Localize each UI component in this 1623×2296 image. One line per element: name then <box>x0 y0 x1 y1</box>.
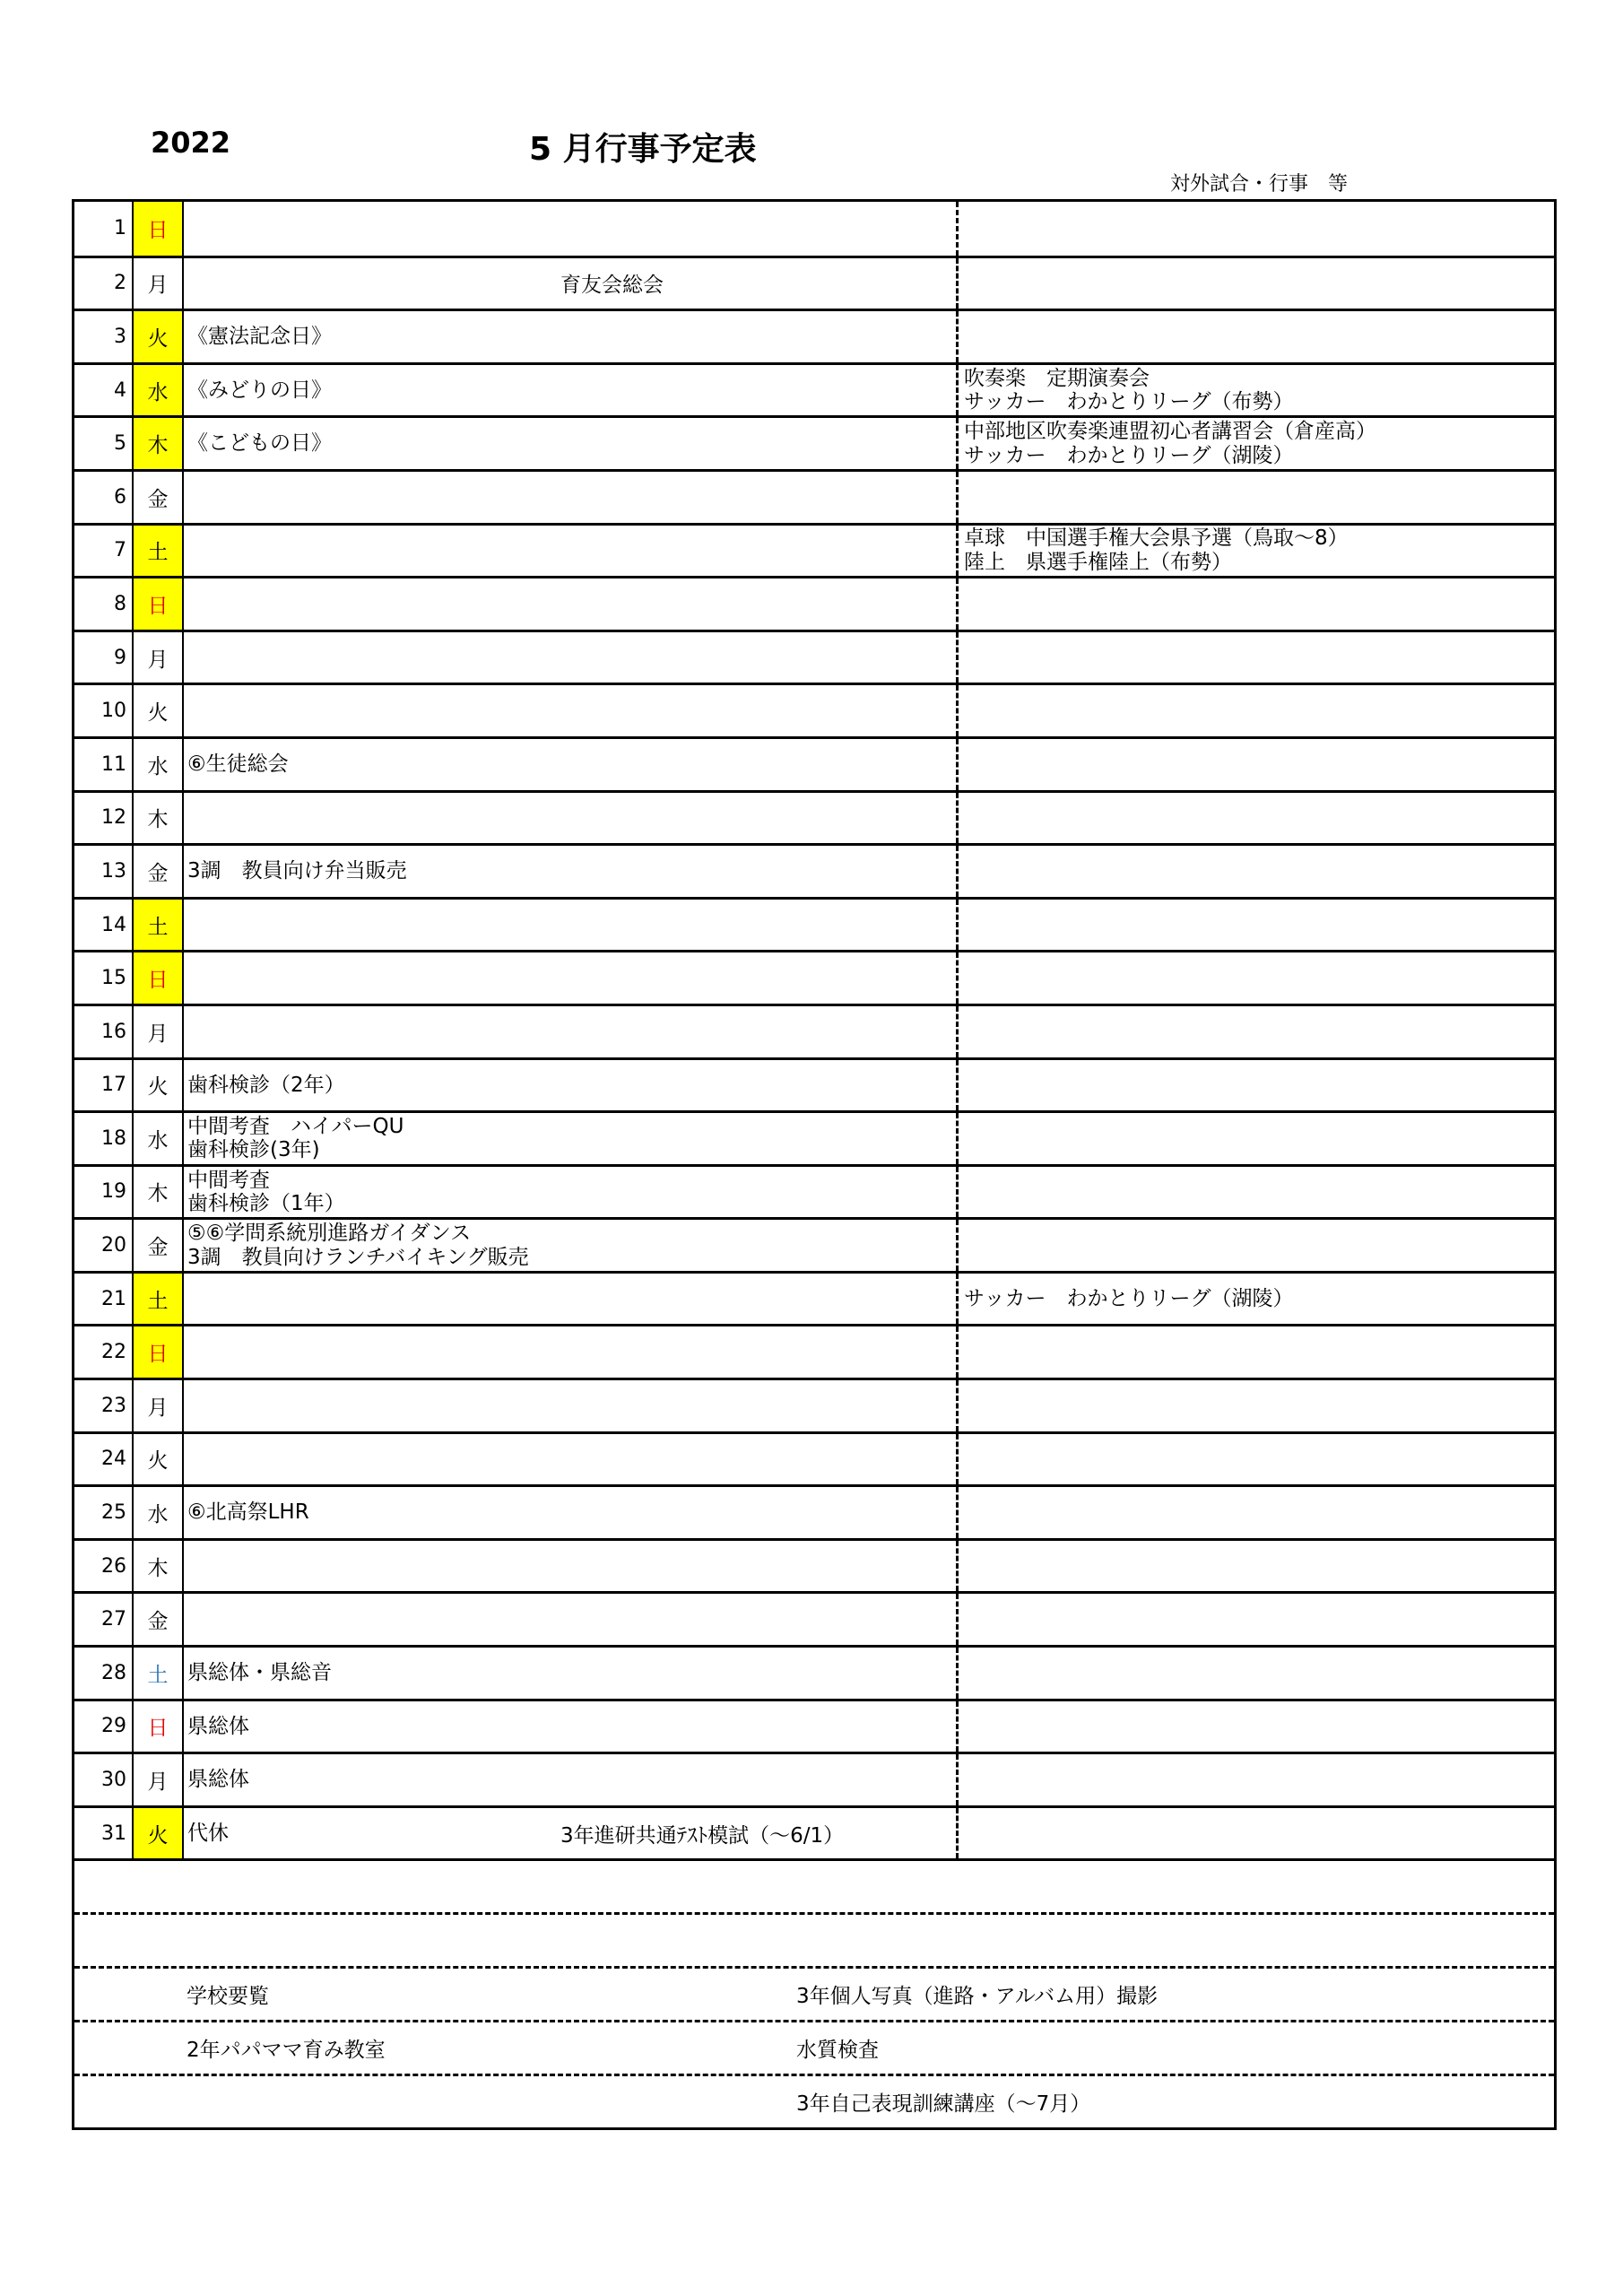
table-row <box>74 1752 1554 1805</box>
day-number: 6 <box>74 472 134 523</box>
weekday: 月 <box>134 258 184 309</box>
external-events-cell <box>959 418 1554 469</box>
weekday: 木 <box>134 1541 184 1592</box>
table-row <box>74 897 1554 951</box>
school-events-cell <box>184 1754 959 1805</box>
external-events-cell <box>959 1274 1554 1325</box>
external-events-cell <box>959 258 1554 309</box>
external-events-cell <box>959 1167 1554 1218</box>
day-number: 31 <box>74 1808 134 1859</box>
external-events-cell <box>959 1541 1554 1592</box>
external-event: 陸上 県選手権陸上（布勢） <box>964 550 1232 574</box>
school-events-cell <box>184 1541 959 1592</box>
weekday: 月 <box>134 1380 184 1431</box>
table-row <box>74 843 1554 897</box>
school-event-line: 《こどもの日》 <box>187 431 332 456</box>
school-event-line: 歯科検診(3年) <box>187 1138 320 1162</box>
school-event <box>187 1167 345 1218</box>
school-event <box>187 365 332 416</box>
school-event-line: ⑥生徒総会 <box>187 752 289 777</box>
day-number: 27 <box>74 1594 134 1645</box>
weekday: 水 <box>134 365 184 416</box>
table-row <box>74 1057 1554 1111</box>
weekday: 日 <box>134 202 184 256</box>
external-events-cell <box>959 1060 1554 1111</box>
school-event-line: ⑤⑥学問系統別進路ガイダンス <box>187 1222 472 1246</box>
school-events-cell <box>184 1060 959 1111</box>
table-row <box>74 576 1554 630</box>
external-event: 中部地区吹奏楽連盟初心者講習会（倉産高） <box>964 420 1376 444</box>
external-event: サッカー わかとりリーグ（湖陵） <box>964 1286 1294 1310</box>
school-events-cell <box>184 1380 959 1431</box>
day-number: 20 <box>74 1220 134 1271</box>
weekday: 土 <box>134 1274 184 1325</box>
table-row <box>74 950 1554 1004</box>
external-events-cell <box>959 311 1554 362</box>
school-event-line: 3調 教員向け弁当販売 <box>187 859 407 883</box>
external-events-cell <box>959 578 1554 630</box>
school-event <box>187 846 407 897</box>
day-number: 10 <box>74 685 134 736</box>
school-event-line: 県総体 <box>187 1714 249 1738</box>
external-events-cell <box>959 526 1554 577</box>
external-events-cell <box>959 1006 1554 1057</box>
weekday: 火 <box>134 1060 184 1111</box>
table-row <box>74 202 1554 256</box>
day-number: 17 <box>74 1060 134 1111</box>
external-events-cell <box>959 685 1554 736</box>
school-event-line: 歯科検診（1年） <box>187 1191 345 1215</box>
external-event: サッカー わかとりリーグ（布勢） <box>964 390 1294 414</box>
weekday: 土 <box>134 1648 184 1699</box>
table-row <box>74 1431 1554 1485</box>
day-number: 23 <box>74 1380 134 1431</box>
notes-row <box>74 1858 1554 1912</box>
weekday: 金 <box>134 472 184 523</box>
school-event-line: ⑥北高祭LHR <box>187 1500 309 1525</box>
table-row <box>74 1271 1554 1325</box>
school-event-line: 県総体 <box>187 1768 249 1792</box>
day-number: 4 <box>74 365 134 416</box>
day-number: 8 <box>74 578 134 630</box>
day-number: 30 <box>74 1754 134 1805</box>
day-number: 21 <box>74 1274 134 1325</box>
external-events-cell <box>959 900 1554 951</box>
school-events-cell <box>184 1594 959 1645</box>
school-events-cell <box>184 739 959 790</box>
weekday: 月 <box>134 632 184 683</box>
school-event-line: 県総体・県総音 <box>187 1661 332 1685</box>
weekday: 金 <box>134 846 184 897</box>
external-events-cell <box>959 1594 1554 1645</box>
weekday: 月 <box>134 1006 184 1057</box>
day-number: 7 <box>74 526 134 577</box>
school-events-cell <box>184 202 959 256</box>
school-events-cell <box>184 1434 959 1485</box>
external-events-cell <box>959 1487 1554 1538</box>
school-event <box>187 1808 229 1859</box>
day-number: 22 <box>74 1326 134 1378</box>
external-event: 吹奏楽 定期演奏会 <box>964 366 1150 390</box>
external-events-cell <box>959 1380 1554 1431</box>
external-events-cell <box>959 202 1554 256</box>
table-row <box>74 1217 1554 1271</box>
external-events-cell <box>959 793 1554 844</box>
external-event: サッカー わかとりリーグ（湖陵） <box>964 443 1294 467</box>
school-event <box>187 1060 345 1111</box>
school-event-center: 3年進研共通ﾃｽﾄ模試（～6/1） <box>560 1823 845 1848</box>
table-row <box>74 736 1554 790</box>
table-row <box>74 469 1554 523</box>
school-event <box>187 418 332 469</box>
school-events-cell <box>184 418 959 469</box>
external-events-cell <box>959 1701 1554 1752</box>
external-events-cell <box>959 1808 1554 1859</box>
external-events-cell <box>959 1326 1554 1378</box>
day-number: 9 <box>74 632 134 683</box>
external-events-cell <box>959 472 1554 523</box>
table-row <box>74 1378 1554 1431</box>
day-number: 18 <box>74 1113 134 1164</box>
day-number: 19 <box>74 1167 134 1218</box>
day-number: 16 <box>74 1006 134 1057</box>
external-events-caption: 対外試合・行事 等 <box>1170 173 1349 196</box>
day-number: 25 <box>74 1487 134 1538</box>
table-row <box>74 1591 1554 1645</box>
external-events-cell <box>959 739 1554 790</box>
external-events-cell <box>959 1220 1554 1271</box>
school-event <box>187 1487 309 1538</box>
day-number: 12 <box>74 793 134 844</box>
school-event <box>187 1220 529 1271</box>
school-event-line: 中間考査 <box>187 1168 270 1192</box>
school-events-cell <box>184 365 959 416</box>
external-events-cell <box>959 952 1554 1004</box>
note-right: 水質検査 <box>796 2039 879 2063</box>
school-event-line: 中間考査 ハイパーQU <box>187 1114 404 1138</box>
school-events-cell <box>184 1006 959 1057</box>
weekday: 日 <box>134 1701 184 1752</box>
notes-row <box>74 1912 1554 1966</box>
table-row <box>74 362 1554 416</box>
table-row <box>74 1324 1554 1378</box>
table-row <box>74 415 1554 469</box>
school-events-cell <box>184 900 959 951</box>
school-event <box>187 1754 249 1805</box>
table-row <box>74 1699 1554 1752</box>
day-number: 3 <box>74 311 134 362</box>
day-number: 14 <box>74 900 134 951</box>
external-events-cell <box>959 365 1554 416</box>
table-row <box>74 790 1554 844</box>
external-events-cell <box>959 1434 1554 1485</box>
weekday: 月 <box>134 1754 184 1805</box>
weekday: 木 <box>134 793 184 844</box>
weekday: 日 <box>134 578 184 630</box>
school-event-line: 《みどりの日》 <box>187 378 332 402</box>
weekday: 水 <box>134 739 184 790</box>
weekday: 土 <box>134 526 184 577</box>
school-events-cell <box>184 311 959 362</box>
weekday: 火 <box>134 1808 184 1859</box>
school-events-cell <box>184 1274 959 1325</box>
schedule-table <box>72 199 1557 2130</box>
external-event: 卓球 中国選手権大会県予選（鳥取～8） <box>964 526 1349 551</box>
day-number: 2 <box>74 258 134 309</box>
school-events-cell <box>184 1167 959 1218</box>
school-event <box>187 739 289 790</box>
day-number: 5 <box>74 418 134 469</box>
table-row <box>74 523 1554 577</box>
school-events-cell <box>184 952 959 1004</box>
notes-row <box>74 1966 1554 2020</box>
weekday: 火 <box>134 1434 184 1485</box>
table-row <box>74 256 1554 309</box>
page-title: 5 月行事予定表 <box>529 131 757 168</box>
day-number: 11 <box>74 739 134 790</box>
weekday: 日 <box>134 1326 184 1378</box>
school-events-cell <box>184 258 959 309</box>
school-event-line: 3調 教員向けランチバイキング販売 <box>187 1245 529 1269</box>
table-row <box>74 1805 1554 1859</box>
day-number: 24 <box>74 1434 134 1485</box>
weekday: 水 <box>134 1113 184 1164</box>
note-left: 学校要覧 <box>187 1985 269 2009</box>
day-number: 13 <box>74 846 134 897</box>
table-row <box>74 1004 1554 1057</box>
school-event-line: 代休 <box>187 1821 229 1845</box>
school-events-cell <box>184 793 959 844</box>
day-number: 15 <box>74 952 134 1004</box>
school-events-cell <box>184 1326 959 1378</box>
note-left: 2年パパママ育み教室 <box>187 2039 386 2063</box>
note-right: 3年個人写真（進路・アルバム用）撮影 <box>796 1985 1159 2009</box>
table-row <box>74 1484 1554 1538</box>
school-event <box>187 1648 332 1699</box>
school-events-cell <box>184 1220 959 1271</box>
weekday: 日 <box>134 952 184 1004</box>
school-event-center: 育友会総会 <box>560 274 664 298</box>
school-event <box>187 311 332 362</box>
weekday: 火 <box>134 685 184 736</box>
day-number: 28 <box>74 1648 134 1699</box>
school-event-line: 歯科検診（2年） <box>187 1073 345 1097</box>
school-events-cell <box>184 1487 959 1538</box>
school-events-cell <box>184 526 959 577</box>
school-events-cell <box>184 846 959 897</box>
day-number: 26 <box>74 1541 134 1592</box>
weekday: 水 <box>134 1487 184 1538</box>
external-events-cell <box>959 1113 1554 1164</box>
school-events-cell <box>184 1808 959 1859</box>
weekday: 火 <box>134 311 184 362</box>
school-event <box>187 1701 249 1752</box>
school-events-cell <box>184 1701 959 1752</box>
weekday: 木 <box>134 418 184 469</box>
external-events-cell <box>959 1754 1554 1805</box>
school-event <box>187 1113 404 1164</box>
school-events-cell <box>184 1648 959 1699</box>
table-row <box>74 309 1554 362</box>
external-events-cell <box>959 1648 1554 1699</box>
notes-row <box>74 2074 1554 2127</box>
weekday: 木 <box>134 1167 184 1218</box>
note-right: 3年自己表現訓練講座（～7月） <box>796 2092 1091 2117</box>
school-events-cell <box>184 1113 959 1164</box>
weekday: 金 <box>134 1594 184 1645</box>
school-events-cell <box>184 578 959 630</box>
school-events-cell <box>184 685 959 736</box>
table-row <box>74 1164 1554 1218</box>
weekday: 金 <box>134 1220 184 1271</box>
year-label: 2022 <box>151 126 231 160</box>
day-number: 29 <box>74 1701 134 1752</box>
table-row <box>74 683 1554 736</box>
table-row <box>74 630 1554 683</box>
school-events-cell <box>184 472 959 523</box>
weekday: 土 <box>134 900 184 951</box>
notes-row <box>74 2020 1554 2074</box>
school-event-line: 《憲法記念日》 <box>187 325 332 349</box>
table-row <box>74 1645 1554 1699</box>
external-events-cell <box>959 846 1554 897</box>
external-events-cell <box>959 632 1554 683</box>
school-events-cell <box>184 632 959 683</box>
table-row <box>74 1538 1554 1592</box>
table-row <box>74 1110 1554 1164</box>
day-number: 1 <box>74 202 134 256</box>
